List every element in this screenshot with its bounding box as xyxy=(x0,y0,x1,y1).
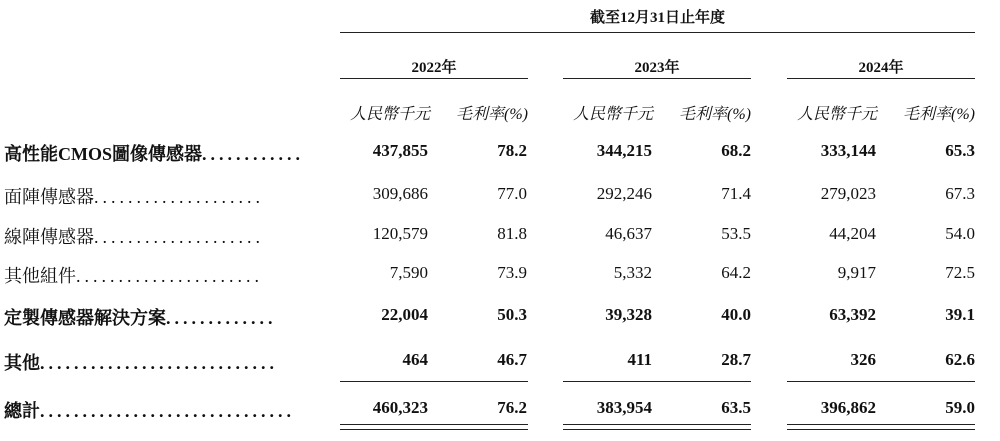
margin-cell: 76.2 xyxy=(497,398,527,417)
amount-cell: 120,579 xyxy=(372,224,428,243)
margin-cell: 50.3 xyxy=(497,305,527,324)
year-underline-2024 xyxy=(787,78,975,79)
margin-cell: 59.0 xyxy=(945,398,975,417)
unit-header-margin-2024: 毛利率(%) xyxy=(903,106,975,123)
row-label xyxy=(4,183,264,209)
year-underline-2022 xyxy=(340,78,528,79)
margin-cell: 63.5 xyxy=(721,398,751,417)
leader-dots: .................... xyxy=(94,187,264,207)
amount-cell: 46,637 xyxy=(605,224,652,243)
row-label-text: 高性能CMOS圖像傳感器 xyxy=(4,144,202,164)
amount-cell: 63,392 xyxy=(829,305,876,324)
leader-dots: ...................... xyxy=(76,266,263,286)
leader-dots: ............................ xyxy=(40,353,278,373)
margin-cell: 77.0 xyxy=(497,184,527,203)
row-label-text: 面陣傳感器 xyxy=(4,187,94,207)
amount-cell: 44,204 xyxy=(829,224,876,243)
unit-header-rmb-2024: 人民幣千元 xyxy=(796,106,877,123)
row-label xyxy=(4,140,304,166)
row-label-text: 線陣傳感器 xyxy=(4,227,94,247)
total-double-line-2023-b xyxy=(563,429,751,430)
margin-cell: 64.2 xyxy=(721,263,751,282)
margin-cell: 39.1 xyxy=(945,305,975,324)
amount-cell: 9,917 xyxy=(837,263,876,282)
margin-cell: 46.7 xyxy=(497,350,527,369)
amount-cell: 344,215 xyxy=(596,141,652,160)
period-underline xyxy=(340,32,975,33)
amount-cell: 292,246 xyxy=(596,184,652,203)
year-header-2023: 2023年 xyxy=(634,60,680,76)
row-label xyxy=(4,349,278,375)
amount-cell: 22,004 xyxy=(381,305,428,324)
margin-cell: 72.5 xyxy=(945,263,975,282)
margin-cell: 40.0 xyxy=(721,305,751,324)
amount-cell: 279,023 xyxy=(820,184,876,203)
leader-dots: .................... xyxy=(94,227,264,247)
row-label-text: 其他組件 xyxy=(4,266,76,286)
margin-cell: 71.4 xyxy=(721,184,751,203)
amount-cell: 396,862 xyxy=(820,398,876,417)
amount-cell: 333,144 xyxy=(820,141,876,160)
period-header: 截至12月31日止年度 xyxy=(589,10,725,26)
row-label-text: 定製傳感器解決方案 xyxy=(4,308,166,328)
amount-cell: 411 xyxy=(627,350,652,369)
total-double-line-2023-a xyxy=(563,424,751,425)
leader-dots: ............. xyxy=(166,308,277,328)
row-label xyxy=(4,397,295,423)
margin-cell: 65.3 xyxy=(945,141,975,160)
year-header-2024: 2024年 xyxy=(858,60,904,76)
amount-cell: 5,332 xyxy=(613,263,652,282)
margin-cell: 81.8 xyxy=(497,224,527,243)
unit-header-margin-2023: 毛利率(%) xyxy=(679,106,751,123)
row-label-text: 總計 xyxy=(4,401,40,421)
total-topline-2022 xyxy=(340,381,528,382)
total-double-line-2022-b xyxy=(340,429,528,430)
amount-cell: 464 xyxy=(402,350,428,369)
unit-header-rmb-2023: 人民幣千元 xyxy=(572,106,653,123)
margin-cell: 28.7 xyxy=(721,350,751,369)
amount-cell: 383,954 xyxy=(596,398,652,417)
margin-cell: 67.3 xyxy=(945,184,975,203)
row-label xyxy=(4,304,277,330)
margin-cell: 54.0 xyxy=(945,224,975,243)
row-label xyxy=(4,262,263,288)
margin-cell: 53.5 xyxy=(721,224,751,243)
year-underline-2023 xyxy=(563,78,751,79)
amount-cell: 437,855 xyxy=(372,141,428,160)
unit-header-margin-2022: 毛利率(%) xyxy=(456,106,528,123)
leader-dots: .............................. xyxy=(40,401,295,421)
amount-cell: 326 xyxy=(850,350,876,369)
year-header-2022: 2022年 xyxy=(411,60,457,76)
total-topline-2024 xyxy=(787,381,975,382)
total-double-line-2024-a xyxy=(787,424,975,425)
total-double-line-2024-b xyxy=(787,429,975,430)
total-topline-2023 xyxy=(563,381,751,382)
margin-cell: 78.2 xyxy=(497,141,527,160)
margin-cell: 68.2 xyxy=(721,141,751,160)
leader-dots: ............ xyxy=(202,144,304,164)
unit-header-rmb-2022: 人民幣千元 xyxy=(349,106,430,123)
margin-cell: 62.6 xyxy=(945,350,975,369)
total-double-line-2022-a xyxy=(340,424,528,425)
amount-cell: 309,686 xyxy=(372,184,428,203)
amount-cell: 7,590 xyxy=(389,263,428,282)
amount-cell: 39,328 xyxy=(605,305,652,324)
margin-cell: 73.9 xyxy=(497,263,527,282)
row-label-text: 其他 xyxy=(4,353,40,373)
amount-cell: 460,323 xyxy=(372,398,428,417)
row-label xyxy=(4,223,264,249)
